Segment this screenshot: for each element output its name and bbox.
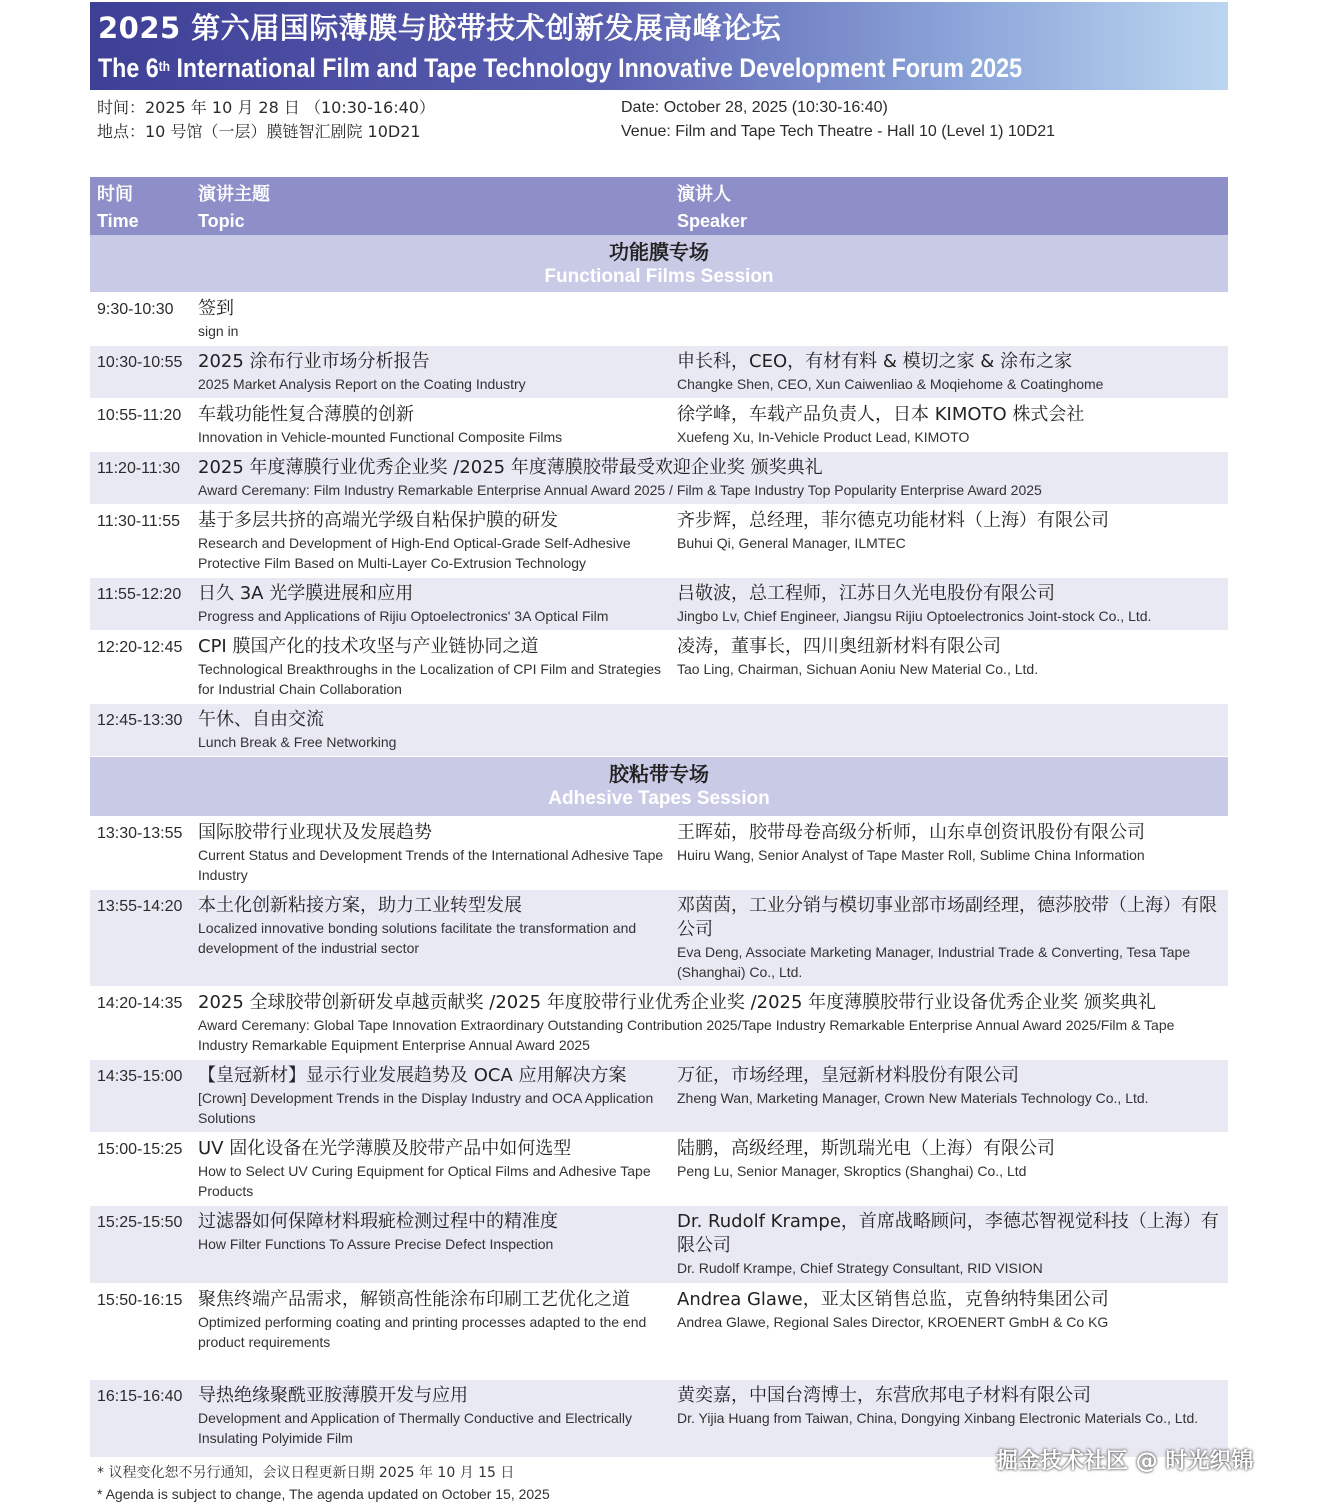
footnote-cn: * 议程变化恕不另行通知，会议日程更新日期 2025 年 10 月 15 日 <box>97 1465 515 1481</box>
agenda-speaker-cn: 申长科，CEO，有材有料 & 模切之家 & 涂布之家 <box>677 351 1073 372</box>
agenda-topic <box>198 403 668 447</box>
column-header-speaker-cn: 演讲人 <box>677 184 731 205</box>
agenda-topic <box>198 821 668 885</box>
event-meta-chinese <box>97 96 435 144</box>
agenda-time: 11:30-11:55 <box>97 513 181 530</box>
agenda-speaker-cn: 凌涛，董事长，四川奥纽新材料有限公司 <box>677 636 1001 657</box>
agenda-topic <box>198 991 1223 1055</box>
column-header-time-cn: 时间 <box>97 184 133 205</box>
agenda-topic-cn: 车载功能性复合薄膜的创新 <box>198 404 414 425</box>
agenda-speaker-en: Tao Ling, Chairman, Sichuan Aoniu New Material Co., Ltd. <box>677 661 1039 677</box>
date-en: Date: October 28, 2025 (10:30-16:40) <box>621 99 888 116</box>
agenda-row <box>90 1133 1228 1206</box>
agenda-topic <box>198 582 668 626</box>
agenda-topic-cn: 2025 涂布行业市场分析报告 <box>198 351 430 372</box>
agenda-row <box>90 890 1228 987</box>
agenda-topic-en: Research and Development of High-End Optical-Grade Self-Adhesive Protective Film Based on Multi-Layer Co-Extrusion Technology <box>198 535 631 571</box>
session-title-en: Adhesive Tapes Session <box>548 788 770 809</box>
agenda-topic <box>198 350 668 394</box>
agenda-row <box>90 346 1228 399</box>
agenda-topic <box>198 1064 668 1128</box>
agenda-header-row <box>90 177 1228 235</box>
column-header-topic-en: Topic <box>198 211 245 231</box>
column-header-topic <box>198 182 270 234</box>
agenda-topic-cn: 导热绝缘聚酰亚胺薄膜开发与应用 <box>198 1385 468 1406</box>
agenda-speaker-cn: 齐步辉，总经理，菲尔德克功能材料（上海）有限公司 <box>677 510 1109 531</box>
agenda-time: 14:20-14:35 <box>97 995 183 1012</box>
agenda-topic-cn: UV 固化设备在光学薄膜及胶带产品中如何选型 <box>198 1138 572 1159</box>
agenda-topic-en: Innovation in Vehicle-mounted Functional Composite Films <box>198 429 563 445</box>
agenda-time: 10:30-10:55 <box>97 354 183 371</box>
agenda-topic-en: Award Ceremany: Film Industry Remarkable Enterprise Annual Award 2025 / Film & Tape Industry Top Popularity Enterprise Award 2025 <box>198 482 1042 498</box>
agenda-speaker-cn: 邓茵茵，工业分销与模切事业部市场副经理，德莎胶带（上海）有限公司 <box>677 895 1217 940</box>
venue-en: Venue: Film and Tape Tech Theatre - Hall 10 (Level 1) 10D21 <box>621 123 1056 140</box>
agenda-time: 9:30-10:30 <box>97 301 174 318</box>
agenda-speaker-en: Jingbo Lv, Chief Engineer, Jiangsu Rijiu Optoelectronics Joint-stock Co., Ltd. <box>677 608 1152 624</box>
footnote <box>97 1462 550 1504</box>
agenda-topic <box>198 1384 668 1448</box>
session-header <box>90 757 1228 817</box>
agenda-topic <box>198 708 668 752</box>
agenda-time: 10:55-11:20 <box>97 407 182 424</box>
column-header-speaker <box>677 182 747 234</box>
session-header <box>90 235 1228 293</box>
agenda-topic-cn: 聚焦终端产品需求，解锁高性能涂布印刷工艺优化之道 <box>198 1289 630 1310</box>
agenda-time: 13:30-13:55 <box>97 825 183 842</box>
agenda-topic-cn: 签到 <box>198 298 234 319</box>
agenda-topic-cn: 国际胶带行业现状及发展趋势 <box>198 822 432 843</box>
column-header-topic-cn: 演讲主题 <box>198 184 270 205</box>
agenda-speaker-en: Eva Deng, Associate Marketing Manager, Industrial Trade & Converting, Tesa Tape (Shanghai) Co., Ltd. <box>677 944 1191 980</box>
agenda-topic <box>198 635 668 699</box>
title-english <box>98 48 1070 88</box>
agenda-topic-en: Award Ceremany: Global Tape Innovation Extraordinary Outstanding Contribution 2025/Tape Industry Remarkable Enterprise Annual Award 2025/Film & Tape Industry Remarkable Equipment Enterprise Annual Award 2025 <box>198 1017 1175 1053</box>
agenda-speaker-cn: 陆鹏，高级经理，斯凯瑞光电（上海）有限公司 <box>677 1138 1055 1159</box>
agenda-row <box>90 817 1228 890</box>
agenda-speaker-cn: 徐学峰，车载产品负责人，日本 KIMOTO 株式会社 <box>677 404 1085 425</box>
agenda-speaker <box>677 509 1222 553</box>
title-banner <box>90 2 1228 90</box>
agenda-time: 12:45-13:30 <box>97 712 183 729</box>
agenda-topic-cn: 本土化创新粘接方案，助力工业转型发展 <box>198 895 522 916</box>
agenda-speaker <box>677 821 1222 865</box>
title-english-prefix: The 6 <box>98 53 159 83</box>
agenda-speaker-cn: Andrea Glawe，亚太区销售总监，克鲁纳特集团公司 <box>677 1289 1109 1310</box>
title-english-ordinal: th <box>158 58 171 74</box>
agenda-time: 15:50-16:15 <box>97 1292 183 1309</box>
agenda-speaker-cn: 吕敬波，总工程师，江苏日久光电股份有限公司 <box>677 583 1055 604</box>
agenda-speaker <box>677 894 1222 982</box>
watermark: 掘金技术社区 @ 时光织锦 <box>996 1449 1254 1474</box>
agenda-row <box>90 452 1228 505</box>
agenda-row <box>90 578 1228 631</box>
agenda-topic-cn: 【皇冠新材】显示行业发展趋势及 OCA 应用解决方案 <box>198 1065 627 1086</box>
agenda-speaker <box>677 582 1222 626</box>
agenda-speaker <box>677 403 1222 447</box>
agenda-row <box>90 704 1228 757</box>
agenda-row <box>90 1060 1228 1133</box>
agenda-speaker <box>677 1384 1222 1428</box>
agenda-time: 15:25-15:50 <box>97 1214 183 1231</box>
agenda-speaker <box>677 350 1222 394</box>
agenda-topic <box>198 1210 668 1254</box>
agenda-time: 16:15-16:40 <box>97 1388 183 1405</box>
agenda-topic-en: Progress and Applications of Rijiu Optoelectronics' 3A Optical Film <box>198 608 609 624</box>
date-cn: 时间：2025 年 10 月 28 日 （10:30-16:40） <box>97 98 435 117</box>
agenda-topic-en: Localized innovative bonding solutions facilitate the transformation and development of the industrial sector <box>198 920 637 956</box>
session-title-cn: 胶粘带专场 <box>609 762 709 786</box>
venue-cn: 地点：10 号馆（一层）膜链智汇剧院 10D21 <box>97 122 421 141</box>
agenda-topic-en: Lunch Break & Free Networking <box>198 734 397 750</box>
title-chinese: 2025 第六届国际薄膜与胶带技术创新发展高峰论坛 <box>98 11 782 45</box>
agenda-time: 11:20-11:30 <box>97 460 181 477</box>
agenda-row <box>90 505 1228 578</box>
agenda-speaker <box>677 1064 1222 1108</box>
agenda-time: 11:55-12:20 <box>97 586 182 603</box>
agenda-speaker-cn: 王晖茹，胶带母卷高级分析师，山东卓创资讯股份有限公司 <box>677 822 1145 843</box>
agenda-topic-en: 2025 Market Analysis Report on the Coating Industry <box>198 376 526 392</box>
agenda-topic-en: Current Status and Development Trends of the International Adhesive Tape Industry <box>198 847 664 883</box>
column-header-time-en: Time <box>97 211 139 231</box>
agenda-topic-en: Technological Breakthroughs in the Localization of CPI Film and Strategies for Industrial Chain Collaboration <box>198 661 662 697</box>
agenda-topic-en: sign in <box>198 323 239 339</box>
agenda-topic <box>198 1137 668 1201</box>
agenda-speaker <box>677 1210 1222 1278</box>
agenda-speaker-cn: 万征，市场经理，皇冠新材料股份有限公司 <box>677 1065 1019 1086</box>
agenda-topic-en: How to Select UV Curing Equipment for Optical Films and Adhesive Tape Products <box>198 1163 651 1199</box>
agenda-speaker-en: Buhui Qi, General Manager, ILMTEC <box>677 535 906 551</box>
footnote-en: * Agenda is subject to change, The agenda updated on October 15, 2025 <box>97 1486 550 1502</box>
agenda-topic-en: Optimized performing coating and printing processes adapted to the end product requirements <box>198 1314 647 1350</box>
agenda-topic-en: Development and Application of Thermally Conductive and Electrically Insulating Polyimide Film <box>198 1410 632 1446</box>
agenda-speaker-en: Huiru Wang, Senior Analyst of Tape Master Roll, Sublime China Information <box>677 847 1145 863</box>
agenda-speaker-en: Dr. Rudolf Krampe, Chief Strategy Consultant, RID VISION <box>677 1260 1043 1276</box>
agenda-row <box>90 399 1228 452</box>
agenda-topic-cn: 午休、自由交流 <box>198 709 324 730</box>
event-meta-english <box>621 96 1055 144</box>
agenda-time: 13:55-14:20 <box>97 898 183 915</box>
agenda-topic-cn: 2025 全球胶带创新研发卓越贡献奖 /2025 年度胶带行业优秀企业奖 /2025 年度薄膜胶带行业设备优秀企业奖 颁奖典礼 <box>198 992 1156 1013</box>
agenda-speaker-en: Changke Shen, CEO, Xun Caiwenliao & Moqiehome & Coatinghome <box>677 376 1104 392</box>
agenda-row <box>90 631 1228 704</box>
agenda-table <box>90 177 1228 1458</box>
agenda-speaker-cn: Dr. Rudolf Krampe，首席战略顾问，李德芯智视觉科技（上海）有限公司 <box>677 1211 1219 1256</box>
agenda-row <box>90 293 1228 346</box>
agenda-row <box>90 1284 1228 1380</box>
session-title-en: Functional Films Session <box>544 266 774 287</box>
agenda-topic-cn: CPI 膜国产化的技术攻坚与产业链协同之道 <box>198 636 539 657</box>
agenda-speaker-en: Dr. Yijia Huang from Taiwan, China, Dongying Xinbang Electronic Materials Co., Ltd. <box>677 1410 1199 1426</box>
agenda-topic-en: How Filter Functions To Assure Precise Defect Inspection <box>198 1236 554 1252</box>
agenda-topic <box>198 456 1223 500</box>
agenda-topic <box>198 297 668 341</box>
agenda-topic <box>198 1288 668 1352</box>
agenda-row <box>90 1206 1228 1284</box>
agenda-speaker <box>677 1137 1222 1181</box>
agenda-speaker-en: Andrea Glawe, Regional Sales Director, KROENERT GmbH & Co KG <box>677 1314 1109 1330</box>
agenda-topic-cn: 2025 年度薄膜行业优秀企业奖 /2025 年度薄膜胶带最受欢迎企业奖 颁奖典礼 <box>198 457 823 478</box>
column-header-time <box>97 182 139 234</box>
session-title-cn: 功能膜专场 <box>609 240 709 264</box>
agenda-time: 14:35-15:00 <box>97 1068 183 1085</box>
agenda-row <box>90 987 1228 1060</box>
agenda-speaker <box>677 635 1222 679</box>
agenda-time: 12:20-12:45 <box>97 639 183 656</box>
agenda-speaker-en: Zheng Wan, Marketing Manager, Crown New Materials Technology Co., Ltd. <box>677 1090 1149 1106</box>
agenda-speaker <box>677 1288 1222 1332</box>
agenda-topic <box>198 894 668 958</box>
column-header-speaker-en: Speaker <box>677 211 748 231</box>
agenda-topic-en: [Crown] Development Trends in the Display Industry and OCA Application Solutions <box>198 1090 654 1126</box>
title-english-rest: International Film and Tape Technology Innovative Development Forum 2025 <box>170 53 1023 83</box>
agenda-speaker-en: Peng Lu, Senior Manager, Skroptics (Shanghai) Co., Ltd <box>677 1163 1027 1179</box>
agenda-topic-cn: 基于多层共挤的高端光学级自粘保护膜的研发 <box>198 510 558 531</box>
agenda-speaker-en: Xuefeng Xu, In-Vehicle Product Lead, KIMOTO <box>677 429 970 445</box>
agenda-time: 15:00-15:25 <box>97 1141 183 1158</box>
agenda-topic-cn: 过滤器如何保障材料瑕疵检测过程中的精准度 <box>198 1211 558 1232</box>
agenda-topic <box>198 509 668 573</box>
agenda-speaker-cn: 黄奕嘉，中国台湾博士，东营欣邦电子材料有限公司 <box>677 1385 1091 1406</box>
agenda-topic-cn: 日久 3A 光学膜进展和应用 <box>198 583 414 604</box>
